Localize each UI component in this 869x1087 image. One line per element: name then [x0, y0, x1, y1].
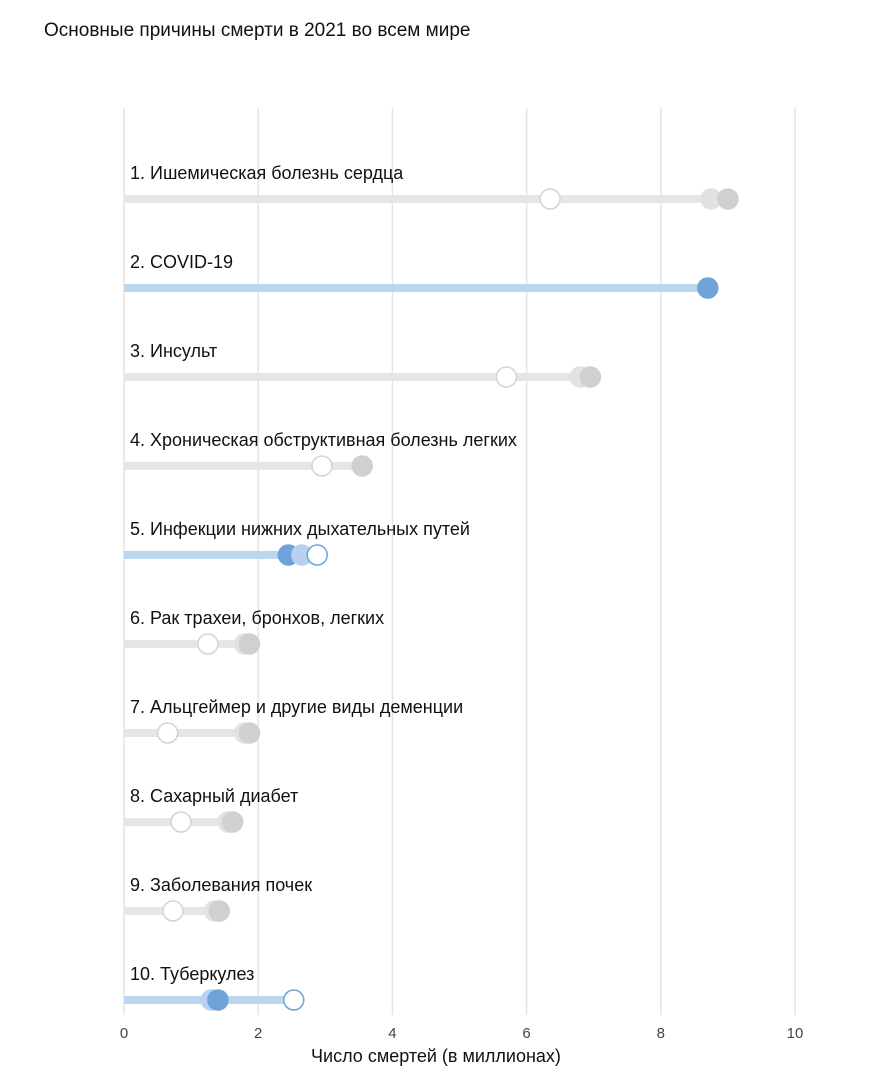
data-point	[209, 901, 229, 921]
data-point	[198, 634, 218, 654]
chart-rows	[124, 163, 738, 1010]
data-point	[223, 812, 243, 832]
data-point	[239, 634, 259, 654]
category-label: 8. Сахарный диабет	[130, 786, 299, 806]
data-point	[352, 456, 372, 476]
data-point	[496, 367, 516, 387]
x-tick-label: 6	[522, 1025, 531, 1042]
category-row	[124, 341, 600, 387]
category-row	[124, 697, 463, 743]
category-row	[124, 430, 517, 476]
data-point	[540, 189, 560, 209]
x-axis-label: Число смертей (в миллионах)	[311, 1046, 561, 1066]
category-row	[124, 163, 738, 209]
data-point	[284, 990, 304, 1010]
chart-title: Основные причины смерти в 2021 во всем мире	[44, 20, 471, 41]
x-axis-ticks	[120, 1025, 804, 1042]
data-point	[158, 723, 178, 743]
category-row	[124, 519, 470, 565]
data-point	[171, 812, 191, 832]
category-row	[124, 875, 312, 921]
data-point	[580, 367, 600, 387]
category-row	[124, 964, 304, 1010]
x-tick-label: 4	[388, 1025, 397, 1042]
x-tick-label: 2	[254, 1025, 263, 1042]
category-label: 7. Альцгеймер и другие виды деменции	[130, 697, 464, 717]
category-row	[124, 252, 718, 298]
category-label: 9. Заболевания почек	[130, 875, 313, 895]
category-label: 4. Хроническая обструктивная болезнь легких	[130, 430, 517, 450]
data-point	[698, 278, 718, 298]
category-row	[124, 608, 384, 654]
category-row	[124, 786, 298, 832]
x-tick-label: 8	[656, 1025, 665, 1042]
category-label: 3. Инсульт	[130, 341, 218, 361]
data-point	[208, 990, 228, 1010]
category-label: 2. COVID-19	[130, 252, 234, 272]
category-label: 10. Туберкулез	[130, 964, 255, 984]
data-point	[312, 456, 332, 476]
data-point	[718, 189, 738, 209]
x-tick-label: 0	[119, 1025, 129, 1042]
data-point	[307, 545, 327, 565]
category-label: 5. Инфекции нижних дыхательных путей	[130, 519, 470, 539]
x-tick-label: 10	[786, 1025, 804, 1042]
data-point	[163, 901, 183, 921]
data-point	[239, 723, 259, 743]
category-label: 1. Ишемическая болезнь сердца	[130, 163, 404, 183]
category-label: 6. Рак трахеи, бронхов, легких	[130, 608, 385, 628]
